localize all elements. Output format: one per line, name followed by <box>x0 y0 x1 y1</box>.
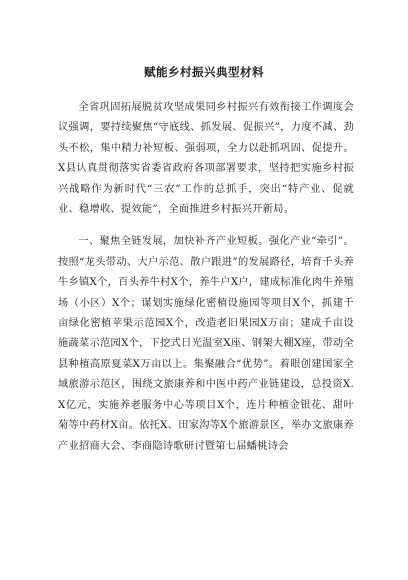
paragraph-intro: 全省巩固拓展脱贫攻坚成果同乡村振兴有效衔接工作调度会议强调，要持续聚焦“守底线、抓发展、促振兴”，力度不减、劲头不松，集中精力补短板、强弱项，全力以赴抓巩固、促提升。X县认真贯彻落实省委省政府各项部署要求，坚持把实施乡村振兴战略作为新时代“三农”工作的总抓手，突出“特产业、促就业、稳增收、提效能”，全面推进乡村振兴开新局。 <box>58 102 354 216</box>
document-body <box>58 98 354 469</box>
paragraph-section-one: 一、聚焦全链发展，加快补齐产业短板。强化产业“牵引”。按照“龙头带动、大户示范、散户跟进”的发展路径，培育千头养牛乡镇X个，百头养牛村X个，养牛户X户，建成标准化肉牛养殖场（小区）X个；谋划实施绿化密植设施园等项目X个，抓建千亩绿化密植苹果示范园X个，改造老旧果园X万亩；建成千亩设施蔬菜示范园X个，下挖式日光温室X座、钢架大棚X座，带动全县种植高原夏菜X万亩以上。集聚融合“优势”。着眼创建国家全域旅游示范区，围绕文旅康养和中医中药产业链建设，总投资X.X亿元，实施养老服务中心等项目X个，连片种植金银花、甜叶菊等中药材X亩。依托X、田家沟等X个旅游景区，举办文旅康养产业招商大会、李商隐诗歌研讨暨第七届蟠桃诗会 <box>58 236 354 452</box>
document-title: 赋能乡村振兴典型材料 <box>144 65 264 79</box>
